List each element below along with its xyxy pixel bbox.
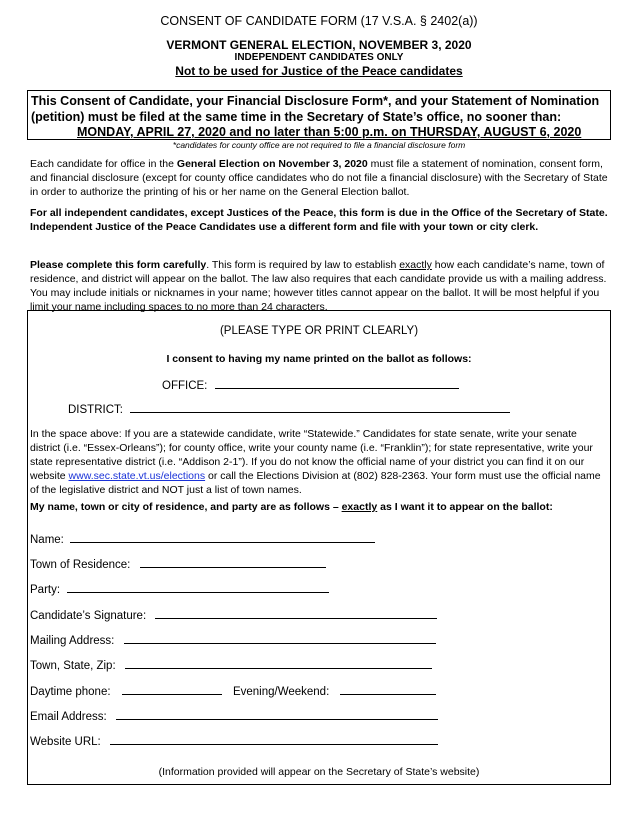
district-instructions <box>30 427 605 497</box>
mailing-label: Mailing Address: <box>30 635 115 647</box>
deadline-dates: MONDAY, APRIL 27, 2020 and no later than 5:00 p.m. on THURSDAY, AUGUST 6, 2020 <box>77 125 582 139</box>
form-title: CONSENT OF CANDIDATE FORM (17 V.S.A. § 2402(a)) <box>160 14 478 28</box>
instructions-text: . This form is required by law to establish <box>206 259 400 271</box>
daytime-phone-label: Daytime phone: <box>30 686 111 698</box>
city-state-zip-field[interactable] <box>125 657 432 669</box>
office-label: OFFICE: <box>162 380 208 392</box>
evening-phone-label: Evening/Weekend: <box>232 686 330 698</box>
evening-phone-field[interactable] <box>340 683 436 695</box>
residence-caption-text-cont: as I want it to appear on the ballot: <box>377 501 553 513</box>
email-label: Email Address: <box>30 711 107 723</box>
candidate-form-box <box>27 310 611 785</box>
email-field[interactable] <box>116 708 438 720</box>
signature-field[interactable] <box>155 607 437 619</box>
intro-text-cont: must file a statement of nomination, consent form, and financial disclosure (except for county office candidates who do not file a financial disclosure) with the Secretary of State in order to authorize the printing of his or her name on the General Election ballot. <box>30 158 608 198</box>
financial-disclosure-note: *candidates for county office are not required to file a financial disclosure form <box>172 140 466 150</box>
exactly-text: exactly <box>399 259 432 271</box>
complete-carefully-text: Please complete this form carefully <box>30 259 207 271</box>
office-field[interactable] <box>215 377 459 389</box>
mailing-row <box>30 632 436 647</box>
deadline-box <box>27 90 611 140</box>
filing-location-paragraph: For all independent candidates, except Justices of the Peace, this form is due in the Office of the Secretary of State. Independent Justice of the Peace Candidates use a different form and file with your town or city clerk. <box>30 207 608 233</box>
intro-paragraph <box>30 157 608 199</box>
print-clearly-label: (PLEASE TYPE OR PRINT CLEARLY) <box>219 325 419 337</box>
residence-caption-text: My name, town or city of residence, and party are as follows – <box>30 501 342 513</box>
election-title: VERMONT GENERAL ELECTION, NOVEMBER 3, 2020 <box>166 38 472 52</box>
consent-statement: I consent to having my name printed on the ballot as follows: <box>166 353 472 365</box>
party-label: Party: <box>30 584 61 596</box>
name-label: Name: <box>30 534 64 546</box>
name-row <box>30 531 375 546</box>
party-field[interactable] <box>67 581 329 593</box>
website-label: Website URL: <box>30 736 101 748</box>
website-row <box>30 733 438 748</box>
instructions-paragraph <box>30 258 608 314</box>
town-row <box>30 556 326 571</box>
website-disclosure-note: (Information provided will appear on the Secretary of State’s website) <box>158 766 480 778</box>
daytime-phone-field[interactable] <box>122 683 222 695</box>
website-field[interactable] <box>110 733 438 745</box>
district-field[interactable] <box>130 401 510 413</box>
party-row <box>30 581 329 596</box>
district-label: DISTRICT: <box>68 404 123 416</box>
exactly-text: exactly <box>341 501 378 513</box>
intro-text: Each candidate for office in the <box>30 158 177 170</box>
not-for-jp-notice: Not to be used for Justice of the Peace candidates <box>175 64 463 78</box>
independent-only-label: INDEPENDENT CANDIDATES ONLY <box>234 52 404 63</box>
name-field[interactable] <box>70 531 375 543</box>
residence-caption <box>30 501 605 513</box>
town-label: Town of Residence: <box>30 559 131 571</box>
deadline-line-2: (petition) must be filed at the same time in the Secretary of State’s office, no sooner than: <box>31 110 562 124</box>
district-instructions-text: In the space above: If you are a statewide candidate, write “Statewide.” Candidates for state senate, write your senate district (i.e. “Essex-Orleans”); for county office, write your county name (i.e. “Franklin”); for state representative, write your state representative district (i.e. “Addison 2-1”). If you do not know the official name of your district you can find it on our website <box>30 428 593 482</box>
elections-website-link[interactable]: www.sec.state.vt.us/elections <box>68 470 206 482</box>
district-row <box>68 401 510 416</box>
signature-row <box>30 607 437 622</box>
signature-label: Candidate’s Signature: <box>30 610 147 622</box>
city-state-zip-label: Town, State, Zip: <box>30 660 116 672</box>
district-instructions-text-cont: or call the Elections Division at (802) 828-2363. Your form must use the official name of the legislative district and NOT just a list of town names. <box>30 470 601 496</box>
election-date-text: General Election on November 3, 2020 <box>176 158 368 170</box>
email-row <box>30 708 438 723</box>
city-state-zip-row <box>30 657 432 672</box>
deadline-line-1: This Consent of Candidate, your Financial Disclosure Form*, and your Statement of Nomination <box>31 94 600 108</box>
office-row <box>162 377 459 392</box>
instructions-text-cont: how each candidate’s name, town of residence, and district will appear on the ballot. The law also requires that each candidate provide us with a mailing address. You may include initials or nicknames in your name; however titles cannot appear on the ballot. It will be most helpful if you limit your name including spaces to no more than 24 characters. <box>30 259 607 313</box>
phone-row <box>30 683 436 698</box>
town-field[interactable] <box>140 556 326 568</box>
mailing-field[interactable] <box>124 632 436 644</box>
